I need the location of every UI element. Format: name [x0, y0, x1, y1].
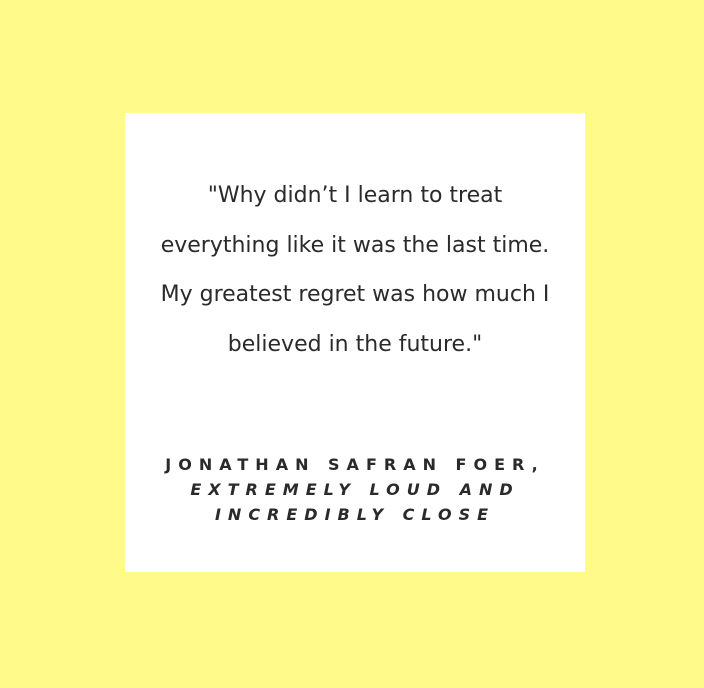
quote-card: [125, 113, 585, 572]
attribution: [125, 452, 585, 527]
author-name: JONATHAN SAFRAN FOER,: [165, 455, 545, 474]
work-title-line-1: EXTREMELY LOUD AND: [190, 480, 520, 499]
work-title-line-2: INCREDIBLY CLOSE: [214, 505, 496, 524]
quote-text: "Why didn’t I learn to treat everything like it was the last time. My greatest regret was how much I believed in the future.": [160, 183, 550, 357]
